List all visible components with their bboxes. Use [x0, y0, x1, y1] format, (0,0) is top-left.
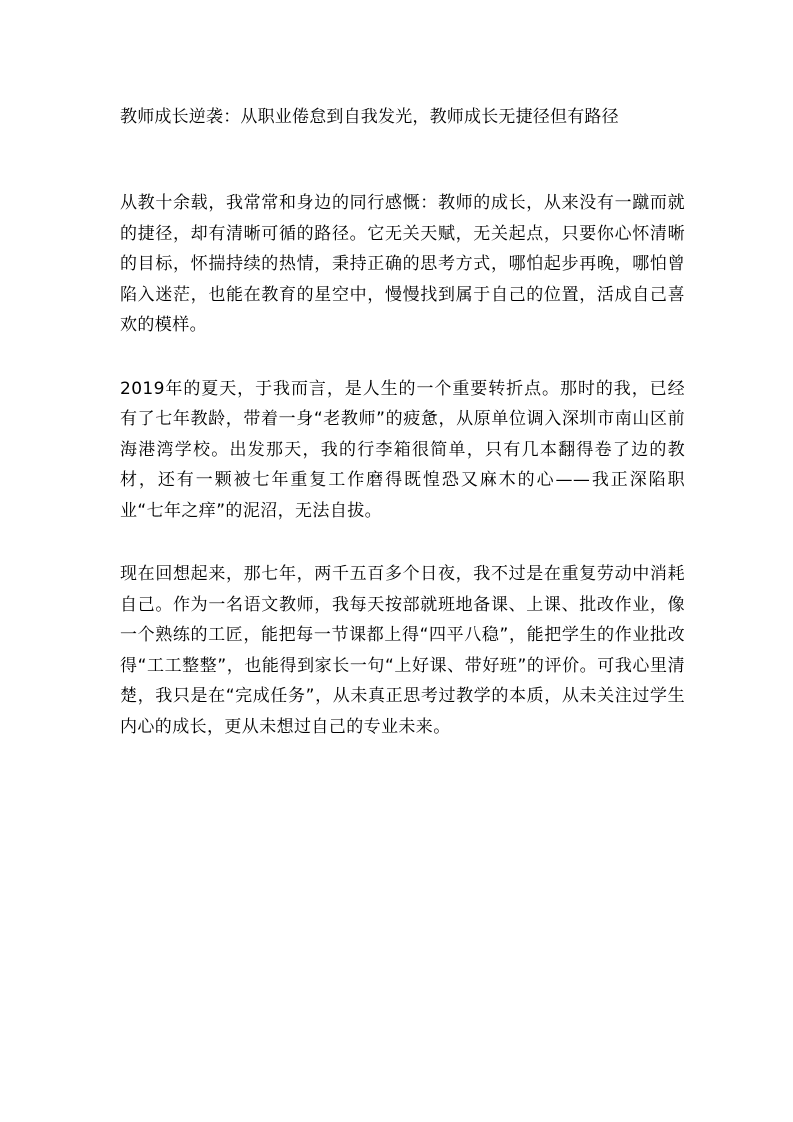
- paragraph-seven-years: 现在回想起来，那七年，两千五百多个日夜，我不过是在重复劳动中消耗自己。作为一名语文教师，我每天按部就班地备课、上课、批改作业，像一个熟练的工匠，能把每一节课都上得“四平八稳”，能把学生的作业批改得“工工整整”，也能得到家长一句“上好课、带好班”的评价。可我心里清楚，我只是在“完成任务”，从未真正思考过教学的本质，从未关注过学生内心的成长，更从未想过自己的专业未来。: [120, 564, 685, 737]
- document-body: [120, 106, 685, 742]
- paragraph-2019-summer: 2019年的夏天，于我而言，是人生的一个重要转折点。那时的我，已经有了七年教龄，带着一身“老教师”的疲惫，从原单位调入深圳市南山区前海港湾学校。出发那天，我的行李箱很简单，只有几本翻得卷了边的教材，还有一颗被七年重复工作磨得既惶恐又麻木的心——我正深陷职业“七年之痒”的泥沼，无法自拔。: [120, 378, 685, 521]
- paragraph-intro: 从教十余载，我常常和身边的同行感慨：教师的成长，从来没有一蹴而就的捷径，却有清晰可循的路径。它无关天赋，无关起点，只要你心怀清晰的目标，怀揣持续的热情，秉持正确的思考方式，哪怕起步再晚，哪怕曾陷入迷茫，也能在教育的星空中，慢慢找到属于自己的位置，活成自己喜欢的模样。: [120, 193, 685, 335]
- document-title: 教师成长逆袭：从职业倦怠到自我发光，教师成长无捷径但有路径: [120, 107, 619, 127]
